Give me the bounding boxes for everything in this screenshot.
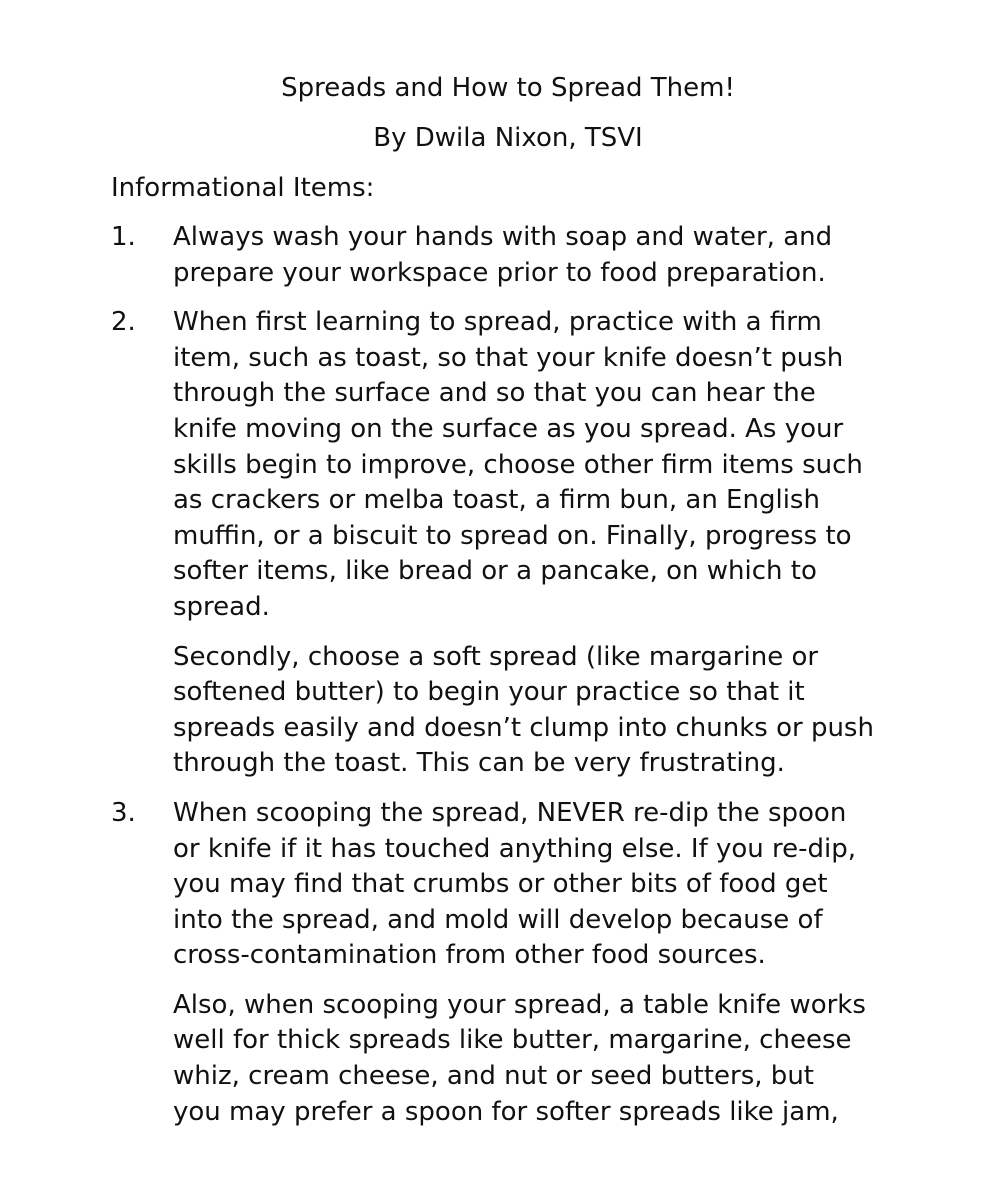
text-line: into the spread, and mold will develop because of <box>173 904 823 935</box>
paragraph <box>173 640 931 782</box>
section-label: Informational Items: <box>111 173 375 203</box>
document-author: By Dwila Nixon, TSVI <box>373 123 643 153</box>
text-line: through the surface and so that you can hear the <box>173 378 816 409</box>
list-item <box>111 305 931 782</box>
text-line: knife moving on the surface as you spread. As your <box>173 413 844 444</box>
paragraph <box>173 988 931 1130</box>
list-item-number: 3. <box>111 797 136 828</box>
paragraph <box>173 220 931 291</box>
informational-items-list <box>111 220 931 1144</box>
document-title: Spreads and How to Spread Them! <box>281 73 735 103</box>
text-line: muffin, or a biscuit to spread on. Finally, progress to <box>173 520 852 551</box>
list-item <box>111 796 931 1130</box>
text-line: cross-contamination from other food sources. <box>173 940 766 971</box>
text-line: through the toast. This can be very frustrating. <box>173 748 785 779</box>
text-line: Also, when scooping your spread, a table knife works <box>173 989 866 1020</box>
text-line: or knife if it has touched anything else. If you re-dip, <box>173 833 857 864</box>
list-item-number: 1. <box>111 222 136 252</box>
text-line: Secondly, choose a soft spread (like margarine or <box>173 641 819 672</box>
text-line: skills begin to improve, choose other firm items such <box>173 449 863 480</box>
text-line: you may find that crumbs or other bits of food get <box>173 869 828 900</box>
paragraph <box>173 796 931 974</box>
text-line: as crackers or melba toast, a firm bun, an English <box>173 485 820 516</box>
text-line: spreads easily and doesn’t clump into chunks or push <box>173 712 874 743</box>
text-line: When scooping the spread, NEVER re-dip the spoon <box>173 797 847 828</box>
text-line: Always wash your hands with soap and water, and <box>173 222 833 252</box>
text-line: whiz, cream cheese, and nut or seed butters, but <box>173 1061 814 1092</box>
text-line: spread. <box>173 591 270 622</box>
text-line: you may prefer a spoon for softer spreads like jam, <box>173 1096 839 1127</box>
text-line: softened butter) to begin your practice so that it <box>173 677 805 708</box>
text-line: prepare your workspace prior to food preparation. <box>173 257 826 288</box>
paragraph <box>173 305 931 625</box>
text-line: When first learning to spread, practice with a firm <box>173 307 822 338</box>
text-line: well for thick spreads like butter, margarine, cheese <box>173 1025 852 1056</box>
list-item <box>111 220 931 291</box>
text-line: softer items, like bread or a pancake, on which to <box>173 556 817 587</box>
list-item-number: 2. <box>111 307 136 338</box>
text-line: item, such as toast, so that your knife doesn’t push <box>173 342 844 373</box>
